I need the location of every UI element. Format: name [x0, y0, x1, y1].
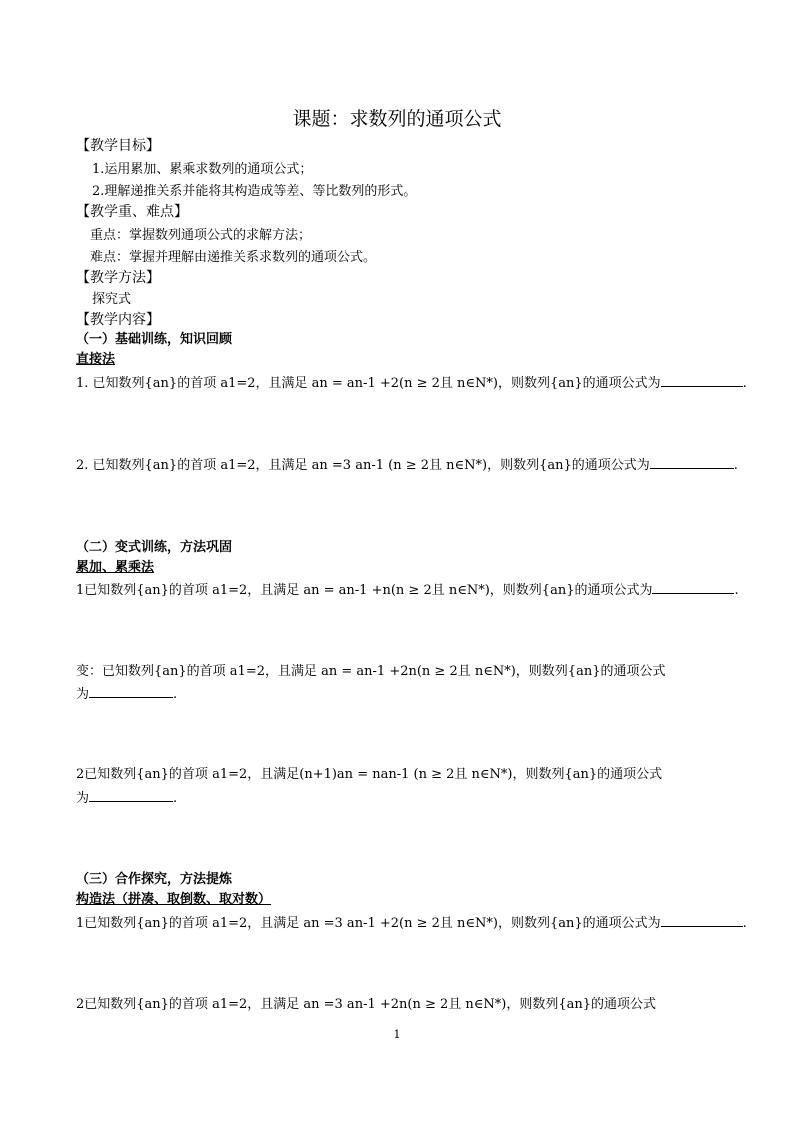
section-keypoints-heading: 【教学重、难点】	[76, 204, 188, 220]
difficulty: 难点：掌握并理解由递推关系求数列的通项公式。	[90, 250, 377, 265]
question-4: 2已知数列{an}的首项 a1=2，且满足(n+1)an = nan-1 (n ≥ 2且 n∈N*)，则数列{an}的通项公式	[76, 767, 663, 782]
part1-subheading: 直接法	[76, 352, 116, 367]
answer-blank[interactable]	[661, 375, 743, 387]
objective-1: 1.运用累加、累乘求数列的通项公式；	[92, 162, 313, 177]
part3-heading: （三）合作探究，方法提炼	[76, 872, 233, 887]
keypoint: 重点：掌握数列通项公式的求解方法；	[90, 228, 312, 243]
answer-blank[interactable]	[652, 582, 734, 594]
question-6: 2已知数列{an}的首项 a1=2，且满足 an =3 an-1 +2n(n ≥ 2且 n∈N*)，则数列{an}的通项公式	[76, 997, 657, 1012]
part2-subheading: 累加、累乘法	[76, 560, 155, 575]
question-variant: 变：已知数列{an}的首项 a1=2，且满足 an = an-1 +2n(n ≥ 2且 n∈N*)，则数列{an}的通项公式	[76, 664, 666, 679]
question-3: 1已知数列{an}的首项 a1=2，且满足 an = an-1 +n(n ≥ 2且 n∈N*)，则数列{an}的通项公式为 .	[76, 583, 739, 598]
answer-blank[interactable]	[89, 686, 173, 698]
objective-2: 2.理解递推关系并能将其构造成等差、等比数列的形式。	[92, 184, 417, 199]
part3-subheading: 构造法（拼凑、取倒数、取对数）	[76, 892, 272, 907]
part2-heading: （二）变式训练，方法巩固	[76, 540, 233, 555]
part1-heading: （一）基础训练，知识回顾	[76, 332, 233, 347]
answer-blank[interactable]	[661, 915, 743, 927]
section-method-heading: 【教学方法】	[76, 270, 160, 286]
page-number: 1	[393, 1028, 401, 1041]
question-5: 1已知数列{an}的首项 a1=2，且满足 an =3 an-1 +2(n ≥ 2且 n∈N*)，则数列{an}的通项公式为 .	[76, 916, 747, 931]
question-variant-cont: 为 .	[76, 687, 178, 702]
section-content-heading: 【教学内容】	[76, 312, 160, 328]
question-4-cont: 为 .	[76, 791, 178, 806]
answer-blank[interactable]	[650, 457, 734, 469]
answer-blank[interactable]	[89, 790, 173, 802]
question-1: 1. 已知数列{an}的首项 a1=2，且满足 an = an-1 +2(n ≥ 2且 n∈N*)，则数列{an}的通项公式为 .	[76, 376, 747, 391]
section-objectives-heading: 【教学目标】	[76, 138, 160, 154]
question-2: 2. 已知数列{an}的首项 a1=2，且满足 an =3 an-1 (n ≥ 2且 n∈N*)，则数列{an}的通项公式为 .	[76, 458, 738, 473]
method-text: 探究式	[92, 292, 132, 307]
page-title: 课题：求数列的通项公式	[292, 108, 502, 130]
